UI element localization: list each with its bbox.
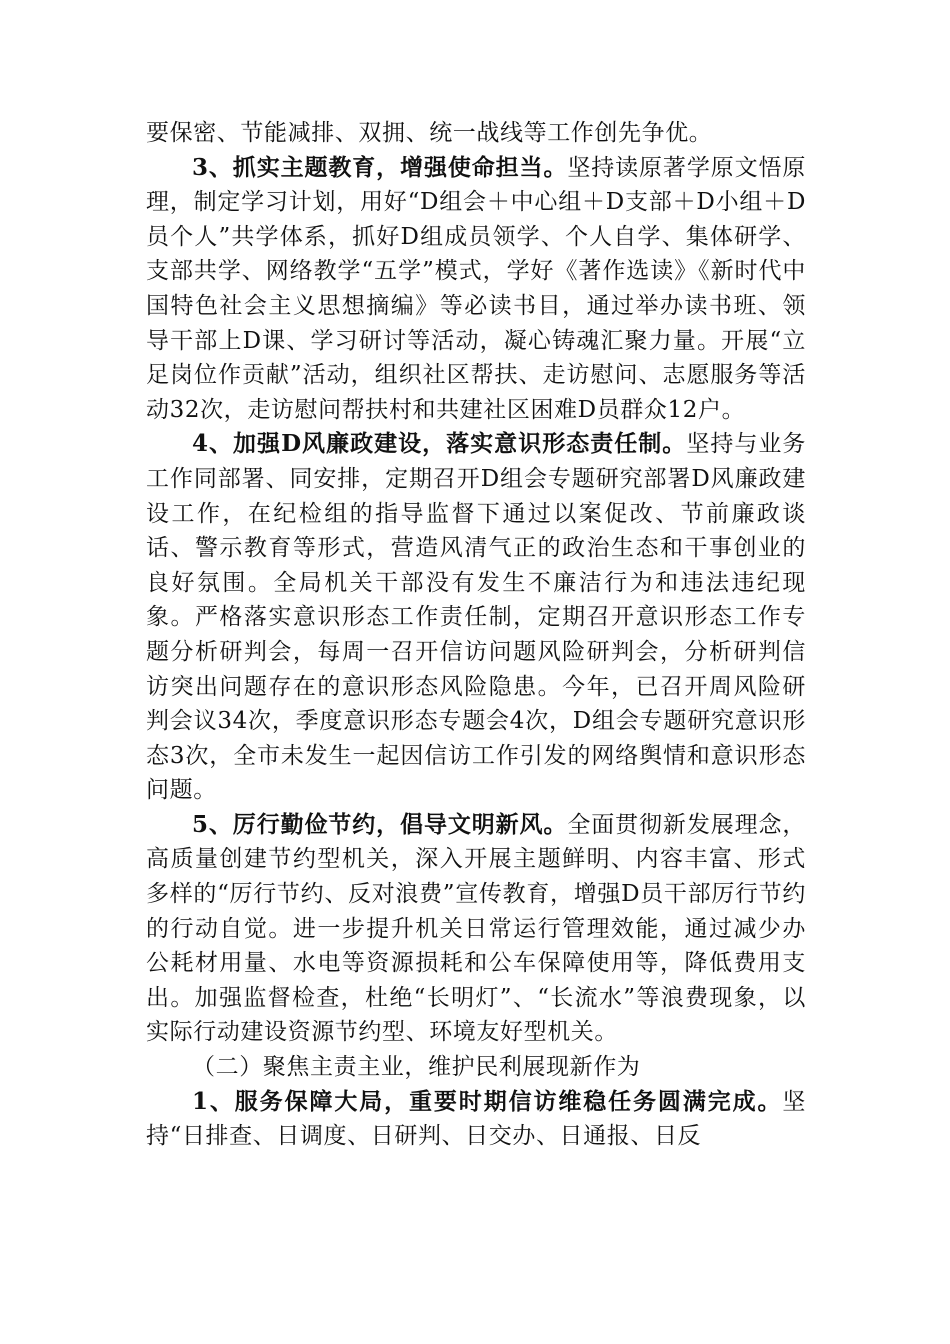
paragraph-frugality xyxy=(146,808,806,1050)
paragraph-integrity-ideology xyxy=(146,427,806,808)
paragraph-service-guarantee xyxy=(146,1085,806,1154)
paragraph-heading: 3、抓实主题教育，增强使命担当。 xyxy=(192,153,568,181)
paragraph-heading: 1、服务保障大局，重要时期信访维稳任务圆满完成。 xyxy=(192,1087,783,1115)
paragraph-theme-education xyxy=(146,151,806,428)
paragraph-continuation xyxy=(146,116,806,151)
paragraph-text: 要保密、节能减排、双拥、统一战线等工作创先争优。 xyxy=(146,120,713,146)
document-page xyxy=(146,116,806,1154)
paragraph-heading: 4、加强D风廉政建设，落实意识形态责任制。 xyxy=(192,430,687,458)
section-heading-text: （二）聚焦主责主业，维护民利展现新作为 xyxy=(192,1054,641,1081)
paragraph-text: 坚持读原著学原文悟原理，制定学习计划，用好“D组会＋中心组＋D支部＋D小组＋D员个人”共学体系，抓好D组成员领学、个人自学、集体研学、支部共学、网络教学“五学”模式，学好《著作选读》《新时代中国特色社会主义思想摘编》等必读书目，通过举办读书班、领导干部上D课、学习研讨等活动，凝心铸魂汇聚力量。开展“立足岗位作贡献”活动，组织社区帮扶、走访慰问、志愿服务等活动32次，走访慰问帮扶村和共建社区困难D员群众12户。 xyxy=(146,154,807,423)
paragraph-heading: 5、厉行勤俭节约，倡导文明新风。 xyxy=(192,810,568,838)
paragraph-text: 坚持“日排查、日调度、日研判、日交办、日通报、日反 xyxy=(146,1088,806,1150)
section-heading xyxy=(146,1050,806,1085)
paragraph-text: 坚持与业务工作同部署、同安排，定期召开D组会专题研究部署D风廉政建设工作，在纪检组的指导监督下通过以案促改、节前廉政谈话、警示教育等形式，营造风清气正的政治生态和干事创业的良好氛围。全局机关干部没有发生不廉洁行为和违法违纪现象。严格落实意识形态工作责任制，定期召开意识形态工作专题分析研判会，每周一召开信访问题风险研判会，分析研判信访突出问题存在的意识形态风险隐患。今年，已召开周风险研判会议34次，季度意识形态专题会4次，D组会专题研究意识形态3次，全市未发生一起因信访工作引发的网络舆情和意识形态问题。 xyxy=(146,431,806,804)
paragraph-text: 全面贯彻新发展理念，高质量创建节约型机关，深入开展主题鲜明、内容丰富、形式多样的“厉行节约、反对浪费”宣传教育，增强D员干部厉行节约的行动自觉。进一步提升机关日常运行管理效能，通过减少办公耗材用量、水电等资源损耗和公车保障使用等，降低费用支出。加强监督检查，杜绝“长明灯”、“长流水”等浪费现象，以实际行动建设资源节约型、环境友好型机关。 xyxy=(146,811,807,1046)
